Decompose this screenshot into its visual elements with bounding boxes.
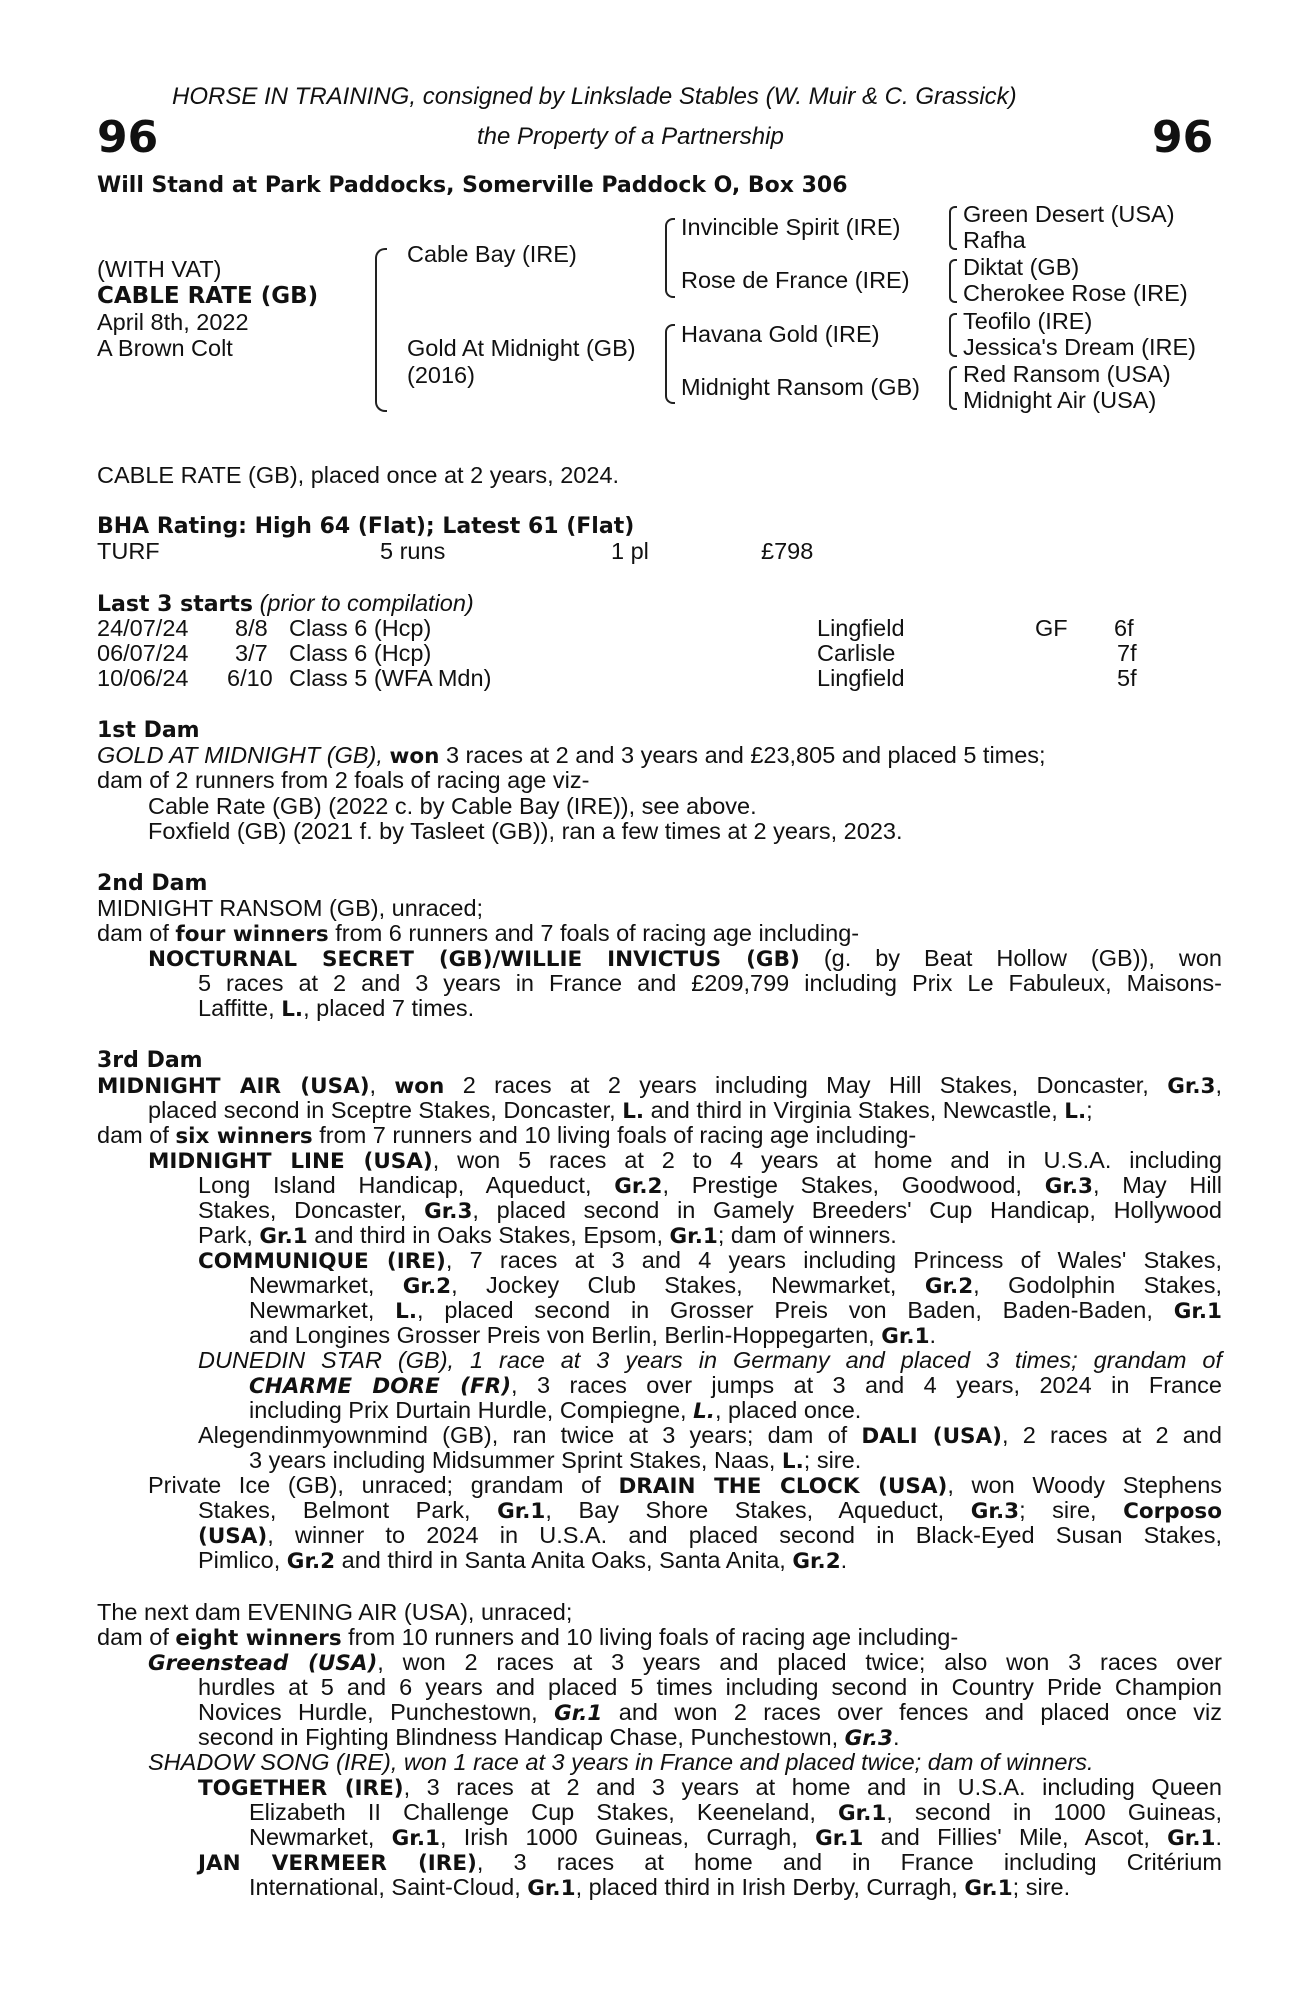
- race-grade: Gr.1: [964, 1876, 1013, 1901]
- last-starts-note: (prior to compilation): [259, 590, 474, 616]
- second-dam-highlight-1: [148, 946, 1222, 973]
- text-run: 3 years including Midsummer Sprint Stakes, Naas,: [249, 1447, 776, 1473]
- text-run: ; dam of winners.: [717, 1222, 897, 1248]
- text-run: , 3 races at 2 and 3 years at home and in U.S.A. including Queen: [403, 1774, 1222, 1800]
- sd-bracket: [949, 259, 957, 303]
- midnight-line-1: [148, 1148, 1222, 1175]
- vat-note: (WITH VAT): [97, 256, 222, 282]
- text-run: , placed 7 times.: [303, 995, 475, 1021]
- sire-dam-dam: Cherokee Rose (IRE): [963, 280, 1188, 306]
- dam-dam: Midnight Ransom (GB): [681, 374, 920, 400]
- dam-year: (2016): [407, 362, 475, 388]
- progeny-name: MIDNIGHT LINE (USA): [148, 1149, 433, 1174]
- text-run: , placed second in Gamely Breeders' Cup Handicap, Hollywood: [472, 1197, 1222, 1223]
- race-grade: Gr.2: [792, 1549, 841, 1574]
- next-dam-line-1: The next dam EVENING AIR (USA), unraced;: [97, 1599, 573, 1625]
- progeny-name: COMMUNIQUE (IRE): [198, 1249, 446, 1274]
- lot-number-left: 96: [97, 112, 159, 163]
- last-starts-title: Last 3 starts: [97, 592, 254, 617]
- private-ice-2: [198, 1498, 1222, 1525]
- won-label: won: [389, 744, 440, 769]
- text-run: , second in 1000 Guineas,: [886, 1799, 1222, 1825]
- greenstead-2: hurdles at 5 and 6 years and placed 5 times including second in Country Pride Champion: [198, 1674, 1222, 1700]
- third-dam-line-3: [97, 1123, 916, 1150]
- midnight-line-3: [198, 1198, 1222, 1225]
- text-run: , May Hill: [1093, 1172, 1222, 1198]
- text-run: placed second in Sceptre Stakes, Doncaster,: [148, 1097, 616, 1123]
- second-dam-heading: 2nd Dam: [97, 871, 208, 896]
- text-run: .: [1215, 1824, 1222, 1850]
- consignment-line: HORSE IN TRAINING, consigned by Linkslade Stables (W. Muir & C. Grassick): [172, 83, 1017, 110]
- private-ice-4: [198, 1548, 847, 1575]
- race-grade: Gr.1: [527, 1876, 576, 1901]
- race-grade: Gr.1: [669, 1224, 718, 1249]
- text-run: , placed third in Irish Derby, Curragh,: [575, 1874, 958, 1900]
- sire-sire-sire: Green Desert (USA): [963, 201, 1175, 227]
- next-dam-line-2: [97, 1625, 958, 1652]
- communique-3: [249, 1298, 1222, 1325]
- text-run: , placed second in Grosser Preis von Baden, Baden-Baden,: [417, 1297, 1153, 1323]
- start-class: Class 6 (Hcp): [289, 615, 432, 641]
- race-grade: Gr.3: [1167, 1074, 1216, 1099]
- text-run: , Bay Shore Stakes, Aqueduct,: [545, 1497, 945, 1523]
- first-dam-heading: 1st Dam: [97, 718, 200, 743]
- private-ice-1: [148, 1473, 1222, 1500]
- text-run: from 6 runners and 7 foals of racing age including-: [335, 920, 860, 946]
- start-position: 6/10: [227, 665, 273, 691]
- ds-bracket: [949, 313, 957, 357]
- sire-sire: Invincible Spirit (IRE): [681, 214, 901, 240]
- text-run: and Fillies' Mile, Ascot,: [880, 1824, 1150, 1850]
- first-dam-name: GOLD AT MIDNIGHT (GB),: [97, 742, 383, 768]
- text-run: ,: [1215, 1072, 1223, 1098]
- sire-dam: Rose de France (IRE): [681, 267, 910, 293]
- rating-prize: £798: [761, 538, 814, 564]
- start-course: Carlisle: [817, 640, 896, 666]
- race-grade: L.: [622, 1099, 645, 1124]
- catalogue-page: [97, 0, 1222, 2000]
- text-run: , 2 races at 2 and: [1002, 1422, 1223, 1448]
- dam-dam-sire: Red Ransom (USA): [963, 361, 1171, 387]
- jan-vermeer-2: [249, 1875, 1070, 1902]
- text-run: Private Ice (GB), unraced; grandam of: [148, 1472, 601, 1498]
- race-summary: CABLE RATE (GB), placed once at 2 years, 2024.: [97, 462, 620, 488]
- third-dam-line-1: [97, 1073, 1222, 1100]
- race-grade: Gr.1: [815, 1826, 864, 1851]
- sire-name: Cable Bay (IRE): [407, 241, 577, 267]
- text-run: ; sire.: [1012, 1874, 1071, 1900]
- race-grade: Gr.2: [924, 1274, 974, 1299]
- race-grade: L.: [1064, 1099, 1087, 1124]
- dam-dam-dam: Midnight Air (USA): [963, 387, 1157, 413]
- first-dam-progeny-1: Cable Rate (GB) (2022 c. by Cable Bay (IRE)), see above.: [148, 793, 757, 819]
- text-run: (g. by Beat Hollow (GB)), won: [823, 945, 1222, 971]
- race-grade: L.: [693, 1399, 715, 1424]
- race-grade: Gr.1: [838, 1801, 887, 1826]
- race-grade: Gr.3: [1044, 1174, 1093, 1199]
- winners-count: four winners: [175, 922, 329, 947]
- midnight-line-2: [198, 1173, 1222, 1200]
- start-class: Class 5 (WFA Mdn): [289, 665, 492, 691]
- text-run: dam of: [97, 1624, 169, 1650]
- ss-bracket: [949, 206, 957, 250]
- text-run: , Jockey Club Stakes, Newmarket,: [451, 1272, 897, 1298]
- race-grade: Gr.1: [554, 1701, 603, 1726]
- race-grade: Gr.3: [844, 1726, 893, 1751]
- dam-sire-dam: Jessica's Dream (IRE): [963, 334, 1196, 360]
- dunedin-star-1: DUNEDIN STAR (GB), 1 race at 3 years in Germany and placed 3 times; grandam of: [198, 1347, 1222, 1373]
- start-class: Class 6 (Hcp): [289, 640, 432, 666]
- dam-bracket: [665, 324, 675, 404]
- progeny-name: JAN VERMEER (IRE): [198, 1851, 477, 1876]
- progeny-name: NOCTURNAL SECRET (GB)/WILLIE INVICTUS (GB): [148, 947, 800, 972]
- foaling-date: April 8th, 2022: [97, 309, 249, 335]
- race-grade: L.: [781, 1449, 804, 1474]
- second-dam-line-1: MIDNIGHT RANSOM (GB), unraced;: [97, 895, 484, 921]
- progeny-name: Greenstead (USA): [148, 1651, 378, 1676]
- start-distance: 6f: [1114, 615, 1134, 641]
- start-position: 8/8: [235, 615, 268, 641]
- start-course: Lingfield: [817, 665, 905, 691]
- winners-count: eight winners: [175, 1626, 342, 1651]
- start-date: 06/07/24: [97, 640, 189, 666]
- text-run: , Prestige Stakes, Goodwood,: [662, 1172, 1022, 1198]
- text-run: Newmarket,: [249, 1824, 375, 1850]
- third-dam-line-2: [148, 1098, 1093, 1125]
- together-1: [198, 1775, 1222, 1802]
- start-position: 3/7: [235, 640, 268, 666]
- text-run: and third in Oaks Stakes, Epsom,: [314, 1222, 663, 1248]
- progeny-name: CHARME DORE (FR): [249, 1374, 512, 1399]
- text-run: Stakes, Belmont Park,: [198, 1497, 471, 1523]
- property-line: the Property of a Partnership: [477, 123, 784, 150]
- communique-4: [249, 1323, 936, 1350]
- text-run: Stakes, Doncaster,: [198, 1197, 407, 1223]
- text-run: ; sire.: [803, 1447, 862, 1473]
- progeny-name: (USA): [198, 1524, 268, 1549]
- sire-dam-sire: Diktat (GB): [963, 254, 1080, 280]
- text-run: , won Woody Stephens: [947, 1472, 1223, 1498]
- text-run: from 7 runners and 10 living foals of racing age including-: [319, 1122, 917, 1148]
- text-run: and third in Santa Anita Oaks, Santa Anita,: [341, 1547, 786, 1573]
- progeny-name: Corposo: [1123, 1499, 1222, 1524]
- text-run: , 7 races at 3 and 4 years including Princess of Wales' Stakes,: [445, 1247, 1222, 1273]
- together-3: [249, 1825, 1222, 1852]
- winners-count: six winners: [175, 1124, 313, 1149]
- dam-sire-sire: Teofilo (IRE): [963, 308, 1093, 334]
- sire-bracket: [665, 218, 675, 298]
- race-grade: Gr.1: [391, 1826, 440, 1851]
- stand-location: Will Stand at Park Paddocks, Somerville Paddock O, Box 306: [97, 173, 848, 198]
- start-date: 24/07/24: [97, 615, 189, 641]
- text-run: second in Fighting Blindness Handicap Chase, Punchestown,: [198, 1724, 839, 1750]
- rating-placed: 1 pl: [611, 538, 649, 564]
- text-run: .: [892, 1724, 900, 1750]
- rating-surface: TURF: [97, 538, 160, 564]
- horse-description: A Brown Colt: [97, 335, 233, 361]
- race-grade: Gr.1: [497, 1499, 546, 1524]
- text-run: dam of: [97, 920, 169, 946]
- text-run: , won 5 races at 2 to 4 years at home and in U.S.A. including: [432, 1147, 1222, 1173]
- text-run: including Prix Durtain Hurdle, Compiegne,: [249, 1397, 687, 1423]
- race-grade: Gr.2: [286, 1549, 336, 1574]
- race-grade: L.: [395, 1299, 418, 1324]
- start-distance: 5f: [1117, 665, 1137, 691]
- second-dam-highlight-2: 5 races at 2 and 3 years in France and £209,799 including Prix Le Fabuleux, Maisons-: [198, 970, 1222, 996]
- alegend-2: [249, 1448, 861, 1475]
- text-run: Laffitte,: [198, 995, 275, 1021]
- start-course: Lingfield: [817, 615, 905, 641]
- alegend-1: [198, 1423, 1222, 1450]
- jan-vermeer-1: [198, 1850, 1222, 1877]
- first-dam-record: 3 races at 2 and 3 years and £23,805 and placed 5 times;: [445, 742, 1046, 768]
- race-grade: Gr.1: [1173, 1299, 1223, 1324]
- third-dam-heading: 3rd Dam: [97, 1048, 203, 1073]
- horse-name: CABLE RATE (GB): [97, 283, 319, 309]
- text-run: International, Saint-Cloud,: [249, 1874, 521, 1900]
- text-run: and won 2 races over fences and placed once viz: [618, 1699, 1223, 1725]
- progeny-name: DRAIN THE CLOCK (USA): [618, 1474, 948, 1499]
- dunedin-star-3: [249, 1398, 861, 1425]
- text-run: , Godolphin Stakes,: [973, 1272, 1222, 1298]
- text-run: , won 2 races at 3 years and placed twice; also won 3 races over: [377, 1649, 1222, 1675]
- dam-name: Gold At Midnight (GB): [407, 335, 636, 361]
- progeny-name: TOGETHER (IRE): [198, 1776, 404, 1801]
- shadow-song: SHADOW SONG (IRE), won 1 race at 3 years in France and placed twice; dam of winners.: [148, 1749, 1094, 1775]
- text-run: from 10 runners and 10 living foals of racing age including-: [348, 1624, 959, 1650]
- start-going: GF: [1035, 615, 1068, 641]
- text-run: Elizabeth II Challenge Cup Stakes, Keeneland,: [249, 1799, 816, 1825]
- race-grade: Gr.3: [970, 1499, 1020, 1524]
- text-run: ,: [369, 1072, 377, 1098]
- race-grade: Gr.1: [881, 1324, 930, 1349]
- first-dam-line-2: dam of 2 runners from 2 foals of racing age viz-: [97, 767, 590, 793]
- last-starts-heading: [97, 591, 474, 618]
- text-run: dam of: [97, 1122, 169, 1148]
- won-label: won: [394, 1074, 445, 1099]
- text-run: .: [840, 1547, 848, 1573]
- text-run: , 3 races at home and in France including Critérium: [476, 1849, 1223, 1875]
- text-run: ; sire,: [1019, 1497, 1097, 1523]
- text-run: and Longines Grosser Preis von Berlin, Berlin-Hoppegarten,: [249, 1322, 875, 1348]
- private-ice-3: [198, 1523, 1222, 1550]
- second-dam-line-2: [97, 921, 859, 948]
- greenstead-3: [198, 1700, 1222, 1727]
- text-run: Long Island Handicap, Aqueduct,: [198, 1172, 592, 1198]
- text-run: , winner to 2024 in U.S.A. and placed second in Black-Eyed Susan Stakes,: [267, 1522, 1222, 1548]
- dd-bracket: [949, 366, 957, 410]
- together-2: [249, 1800, 1222, 1827]
- pedigree-bracket: [375, 248, 387, 412]
- race-grade: Gr.1: [1167, 1826, 1216, 1851]
- text-run: , Irish 1000 Guineas, Curragh,: [439, 1824, 798, 1850]
- dunedin-star-2: [249, 1373, 1222, 1400]
- first-dam-line-1: [97, 743, 1046, 770]
- race-grade: Gr.1: [259, 1224, 308, 1249]
- text-run: , 3 races over jumps at 3 and 4 years, 2024 in France: [511, 1372, 1222, 1398]
- text-run: 2 races at 2 years including May Hill Stakes, Doncaster,: [462, 1072, 1149, 1098]
- race-grade: Gr.2: [402, 1274, 452, 1299]
- sire-sire-dam: Rafha: [963, 227, 1026, 253]
- rating-runs: 5 runs: [380, 538, 446, 564]
- greenstead-1: [148, 1650, 1222, 1677]
- communique-1: [198, 1248, 1222, 1275]
- dam-sire: Havana Gold (IRE): [681, 321, 880, 347]
- text-run: Novices Hurdle, Punchestown,: [198, 1699, 538, 1725]
- bha-rating: BHA Rating: High 64 (Flat); Latest 61 (Flat): [97, 514, 635, 539]
- text-run: Park,: [198, 1222, 253, 1248]
- text-run: Alegendinmyownmind (GB), ran twice at 3 years; dam of: [198, 1422, 848, 1448]
- race-grade: L.: [281, 997, 304, 1022]
- first-dam-progeny-2: Foxfield (GB) (2021 f. by Tasleet (GB)), ran a few times at 2 years, 2023.: [148, 818, 903, 844]
- progeny-name: DALI (USA): [861, 1424, 1003, 1449]
- lot-number-right: 96: [1152, 112, 1214, 163]
- text-run: and third in Virginia Stakes, Newcastle,: [650, 1097, 1058, 1123]
- text-run: Newmarket,: [249, 1297, 375, 1323]
- text-run: ;: [1086, 1097, 1093, 1123]
- second-dam-highlight-3: [198, 996, 474, 1023]
- race-grade: Gr.2: [614, 1174, 663, 1199]
- text-run: , placed once.: [714, 1397, 862, 1423]
- text-run: Newmarket,: [249, 1272, 375, 1298]
- start-distance: 7f: [1117, 640, 1137, 666]
- communique-2: [249, 1273, 1222, 1300]
- race-grade: Gr.3: [424, 1199, 473, 1224]
- midnight-line-4: [198, 1223, 897, 1250]
- start-date: 10/06/24: [97, 665, 189, 691]
- greenstead-4: [198, 1725, 900, 1752]
- text-run: Pimlico,: [198, 1547, 281, 1573]
- text-run: .: [929, 1322, 937, 1348]
- third-dam-name: MIDNIGHT AIR (USA): [97, 1074, 370, 1099]
